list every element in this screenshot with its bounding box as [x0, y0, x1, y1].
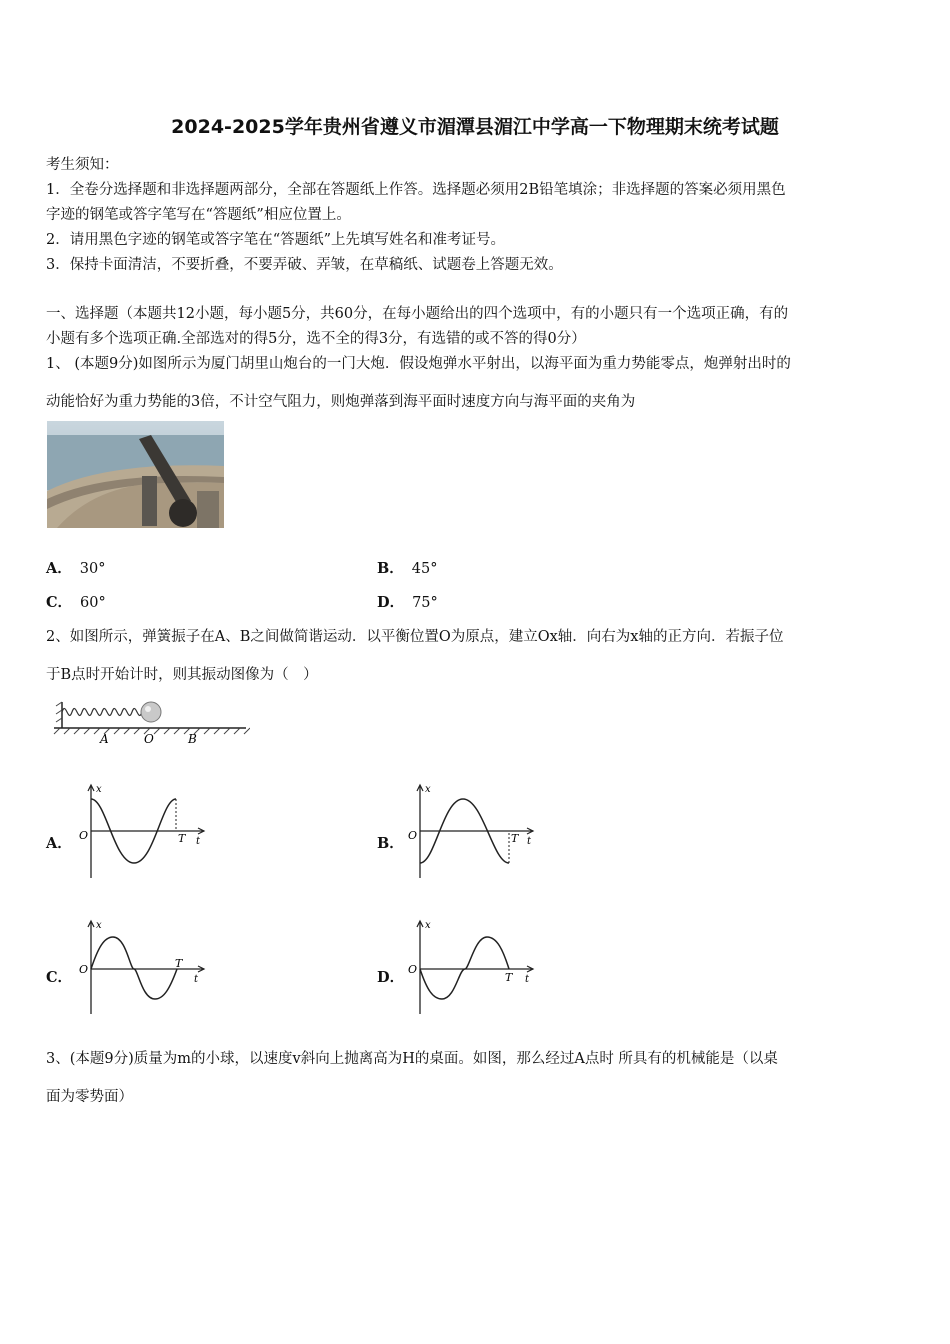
- graph-b-o-label: O: [408, 829, 418, 842]
- q3-line1: 3、(本题9分)质量为m的小球，以速度v斜向上抛离高为H的桌面。如图，那么经过A点时 所具有的机械能是（以桌: [46, 1051, 778, 1067]
- graph-d-t-period: T: [505, 971, 513, 984]
- section-heading-line2: 小题有多个选项正确.全部选对的得5分，选不全的得3分，有选错的或不答的得0分）: [46, 331, 586, 347]
- spring-label-a: A: [100, 732, 109, 746]
- graph-b-t-period: T: [511, 832, 519, 845]
- spring-oscillator-figure: [50, 698, 250, 746]
- q1-option-c[interactable]: C． 60°: [46, 594, 106, 611]
- graph-d-x-label: x: [425, 920, 431, 931]
- notice-item-1: 1．全卷分选择题和非选择题两部分，全部在答题纸上作答。选择题必须用2B铅笔填涂；非选择题的答案必须用黑色: [46, 182, 786, 198]
- graph-c-o-label: O: [79, 963, 89, 976]
- graph-a-x-label: x: [96, 784, 102, 795]
- notice-heading: 考生须知：: [46, 157, 119, 173]
- q1-option-b[interactable]: B． 45°: [377, 560, 438, 577]
- notice-item-2: 2．请用黑色字迹的钢笔或答字笔在“答题纸”上先填写姓名和准考证号。: [46, 232, 506, 248]
- graph-c-x-label: x: [96, 920, 102, 931]
- graph-d-o-label: O: [408, 963, 418, 976]
- graph-b-x-label: x: [425, 784, 431, 795]
- spring-label-b: B: [188, 732, 197, 746]
- graph-a-t-period: T: [178, 832, 186, 845]
- q1-option-a[interactable]: A． 30°: [46, 560, 106, 577]
- graph-a-o-label: O: [79, 829, 89, 842]
- q2-option-b[interactable]: B．: [377, 835, 404, 852]
- q1-line1: 1、 (本题9分)如图所示为厦门胡里山炮台的一门大炮．假设炮弹水平射出，以海平面为重力势能零点，炮弹射出时的: [46, 356, 791, 372]
- q3-line2: 面为零势面）: [46, 1089, 133, 1105]
- graph-b-t-label: t: [527, 836, 532, 847]
- q2-line2: 于B点时开始计时，则其振动图像为（ ）: [46, 667, 318, 683]
- cannon-photo: [47, 421, 224, 528]
- graph-d-t-label: t: [525, 974, 530, 985]
- notice-item-3: 3．保持卡面清洁，不要折叠，不要弄破、弄皱，在草稿纸、试题卷上答题无效。: [46, 257, 563, 273]
- q2-option-d[interactable]: D．: [377, 969, 405, 986]
- page-title: 2024-2025学年贵州省遵义市湄潭县湄江中学高一下物理期末统考试题: [171, 116, 779, 138]
- graph-d: [405, 918, 540, 1018]
- graph-c-t-period: T: [175, 957, 183, 970]
- q1-line2: 动能恰好为重力势能的3倍，不计空气阻力，则炮弹落到海平面时速度方向与海平面的夹角为: [46, 394, 636, 410]
- graph-c-t-label: t: [194, 974, 199, 985]
- q2-option-c[interactable]: C．: [46, 969, 73, 986]
- notice-item-1-cont: 字迹的钢笔或答字笔写在“答题纸”相应位置上。: [46, 207, 351, 223]
- q2-option-a[interactable]: A．: [46, 835, 72, 852]
- graph-b: [405, 782, 540, 882]
- q2-line1: 2、如图所示，弹簧振子在A、B之间做简谐运动．以平衡位置O为原点，建立Ox轴．向右为x轴的正方向．若振子位: [46, 629, 784, 645]
- graph-c: [76, 918, 211, 1018]
- graph-a: [76, 782, 211, 882]
- q1-option-d[interactable]: D． 75°: [377, 594, 438, 611]
- section-heading-line1: 一、选择题（本题共12小题，每小题5分，共60分，在每小题给出的四个选项中，有的小题只有一个选项正确，有的: [46, 306, 789, 322]
- graph-a-t-label: t: [196, 836, 201, 847]
- spring-label-o: O: [144, 732, 154, 746]
